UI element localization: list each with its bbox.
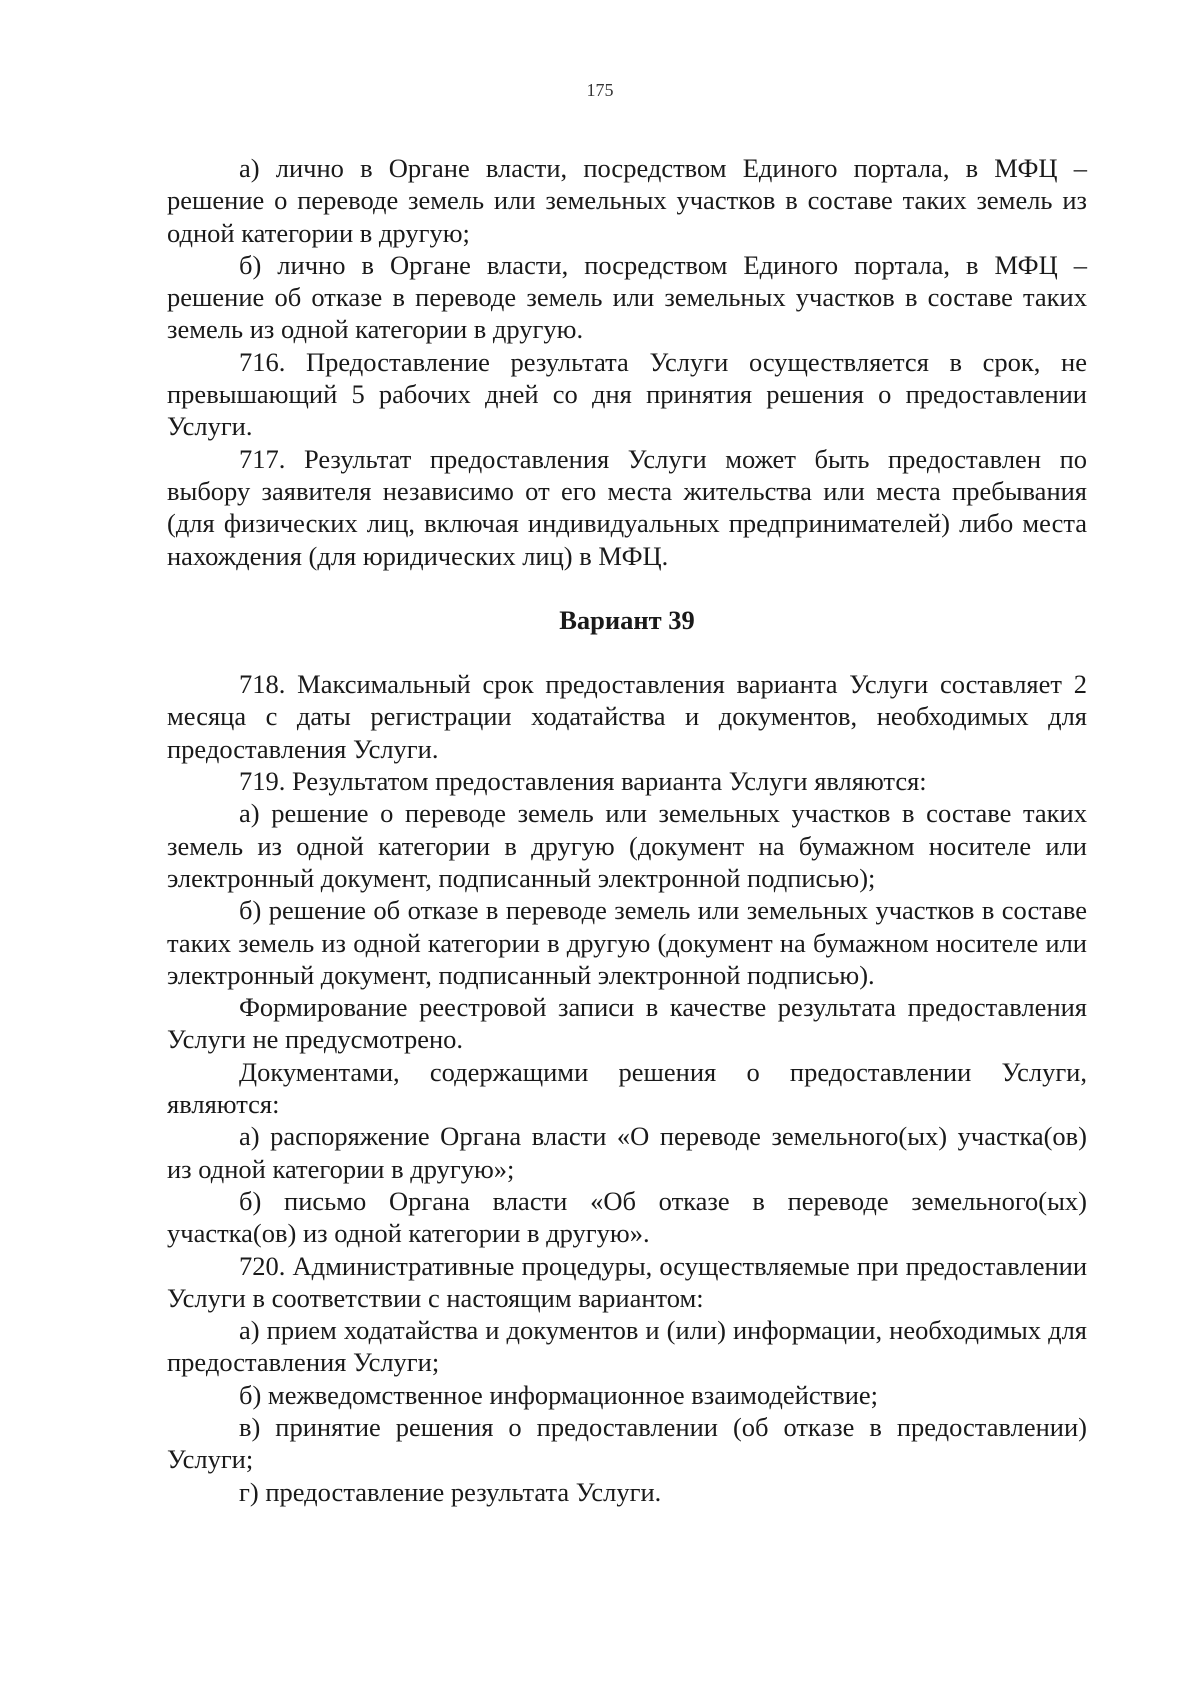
paragraph-720d: г) предоставление результата Услуги. — [239, 1476, 662, 1507]
paragraph-717: 717. Результат предоставления Услуги может быть предоставлен по выбору заявителя независимо от его места жительства или места пребывания (для физических лиц, включая индивидуальных предпринимателей) либо места нахождения (для юридических лиц) в МФЦ. — [167, 443, 1087, 571]
paragraph-registry: Формирование реестровой записи в качестве результата предоставления Услуги не предусмотрено. — [167, 992, 1087, 1055]
paragraph-719: 719. Результатом предоставления варианта Услуги являются: — [239, 766, 927, 797]
paragraph-720c: в) принятие решения о предоставлении (об отказе в предоставлении) Услуги; — [167, 1411, 1087, 1475]
paragraph-720a: а) прием ходатайства и документов и (или) информации, необходимых для предоставления Услуги; — [167, 1315, 1087, 1378]
page-number: 175 — [586, 80, 614, 100]
paragraph-documents-a: а) распоряжение Органа власти «О переводе земельного(ых) участка(ов) из одной категории в другую»; — [167, 1121, 1087, 1184]
paragraph-1a: а) лично в Органе власти, посредством Единого портала, в МФЦ – решение о переводе земель или земельных участков в составе таких земель из одной категории в другую; — [167, 153, 1087, 248]
paragraph-716: 716. Предоставление результата Услуги осуществляется в срок, не превышающий 5 рабочих дней со дня принятия решения о предоставлении Услуги. — [167, 346, 1087, 442]
document-body — [167, 152, 1087, 1508]
paragraph-720: 720. Административные процедуры, осуществляемые при предоставлении Услуги в соответствии с настоящим вариантом: — [167, 1250, 1087, 1313]
paragraph-documents-b: б) письмо Органа власти «Об отказе в переводе земельного(ых) участка(ов) из одной категории в другую». — [167, 1185, 1087, 1249]
section-heading: Вариант 39 — [559, 604, 695, 635]
paragraph-720b: б) межведомственное информационное взаимодействие; — [239, 1379, 879, 1410]
paragraph-719b: б) решение об отказе в переводе земель или земельных участков в составе таких земель из одной категории в другую (документ на бумажном носителе или электронный документ, подписанный электронной подписью). — [167, 895, 1087, 990]
paragraph-718: 718. Максимальный срок предоставления варианта Услуги составляет 2 месяца с даты регистрации ходатайства и документов, необходимых для предоставления Услуги. — [167, 669, 1087, 764]
paragraph-1b: б) лично в Органе власти, посредством Единого портала, в МФЦ – решение об отказе в переводе земель или земельных участков в составе таких земель из одной категории в другую. — [167, 249, 1087, 345]
paragraph-documents: Документами, содержащими решения о предоставлении Услуги, являются: — [167, 1056, 1087, 1120]
paragraph-719a: а) решение о переводе земель или земельных участков в составе таких земель из одной категории в другую (документ на бумажном носителе или электронный документ, подписанный электронной подписью); — [167, 798, 1087, 893]
